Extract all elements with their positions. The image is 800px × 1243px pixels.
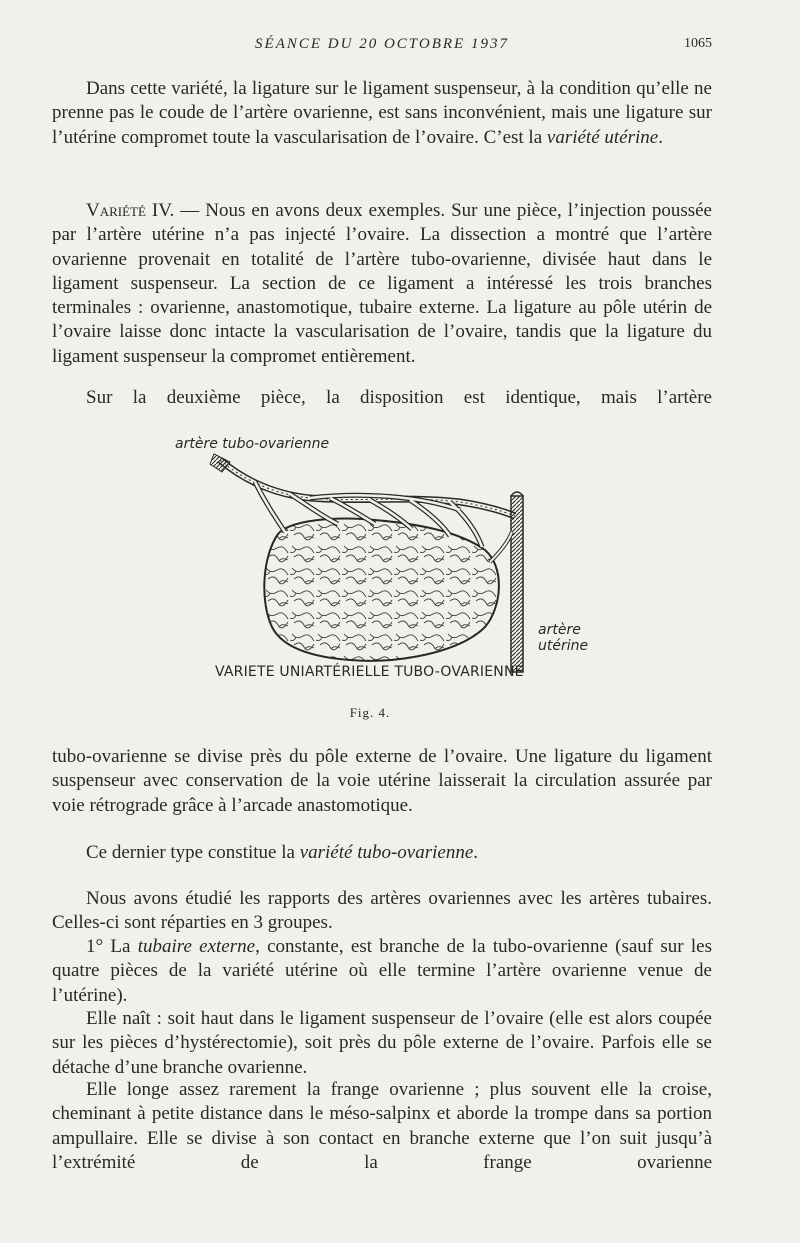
page-header [52,36,712,58]
figure-label-uterine-line1: artère [538,622,581,638]
page-number: 1065 [684,36,712,51]
paragraph-dernier-type: Ce dernier type constitue la variété tubo-ovarienne. [86,842,479,863]
figure-label-artery: artère tubo-ovarienne [175,436,330,452]
figure-caption-title: VARIETE UNIARTÉRIELLE TUBO-OVARIENNE [215,664,524,680]
paragraph-deuxieme-piece: Sur la deuxième pièce, la disposition est identique, mais l’artère [86,387,712,408]
paragraph-variete-uterine: Dans cette variété, la ligature sur le ligament suspenseur, à la condition qu’elle ne prenne pas le coude de l’artère ovarienne, est sans inconvénient, mais une ligature sur l’utérine compromet toute la vascularisation de l’ovaire. C’est la variété utérine. [52,78,712,148]
paragraph-variete-iv: Variété IV. — Nous en avons deux exemples. Sur une pièce, l’injection poussée par l’artère utérine n’a pas injecté l’ovaire. La dissection a montré que l’artère ovarienne provenait en totalité de l’artère tubo-ovarienne, divisée haut dans le ligament suspenseur. La section de ce ligament a intéressé les trois branches terminales : ovarienne, anastomotique, tubaire externe. La ligature au pôle utérin de l’ovaire laisse donc intacte la vascularisation de l’ovaire, tandis que la ligature du ligament suspenseur la compromet entièrement. [52,200,712,367]
paragraph-elle-nait: Elle naît : soit haut dans le ligament suspenseur de l’ovaire (elle est alors coupée sur les pièces d’hystérectomie), soit près du pôle externe de l’ovaire. Parfois elle se détache d’une branche ovarienne. [52,1008,712,1078]
running-title: SÉANCE DU 20 OCTOBRE 1937 [255,36,509,52]
paragraph-rapports: Nous avons étudié les rapports des artères ovariennes avec les artères tubaires. Celles-ci sont réparties en 3 groupes. [52,888,712,934]
ovary-shape [264,519,499,661]
figure-label-uterine [538,622,598,654]
uterine-artery [511,496,523,672]
figure-4 [160,432,589,722]
ovary-illustration [160,432,580,702]
paragraph-tubo-ovarienne: tubo-ovarienne se divise près du pôle externe de l’ovaire. Une ligature du ligament suspenseur avec conservation de la voie utérine laisserait la circulation assurée par voie rétrograde grâce à l’arcade anastomotique. [52,746,712,816]
paragraph-tubaire-externe: 1° La tubaire externe, constante, est branche de la tubo-ovarienne (sauf sur les quatre pièces de la variété utérine où elle termine l’artère ovarienne venue de l’utérine). [52,936,713,1006]
paragraph-elle-longe: Elle longe assez rarement la frange ovarienne ; plus souvent elle la croise, cheminant à petite distance dans le méso-salpinx et aborde la trompe dans sa portion ampullaire. Elle se divise à son contact en branche externe que l’on suit jusqu’à l’extrémité de la frange ovarienne [52,1079,712,1173]
figure-number: Fig. 4. [349,705,391,720]
figure-label-uterine-line2: utérine [538,638,589,654]
